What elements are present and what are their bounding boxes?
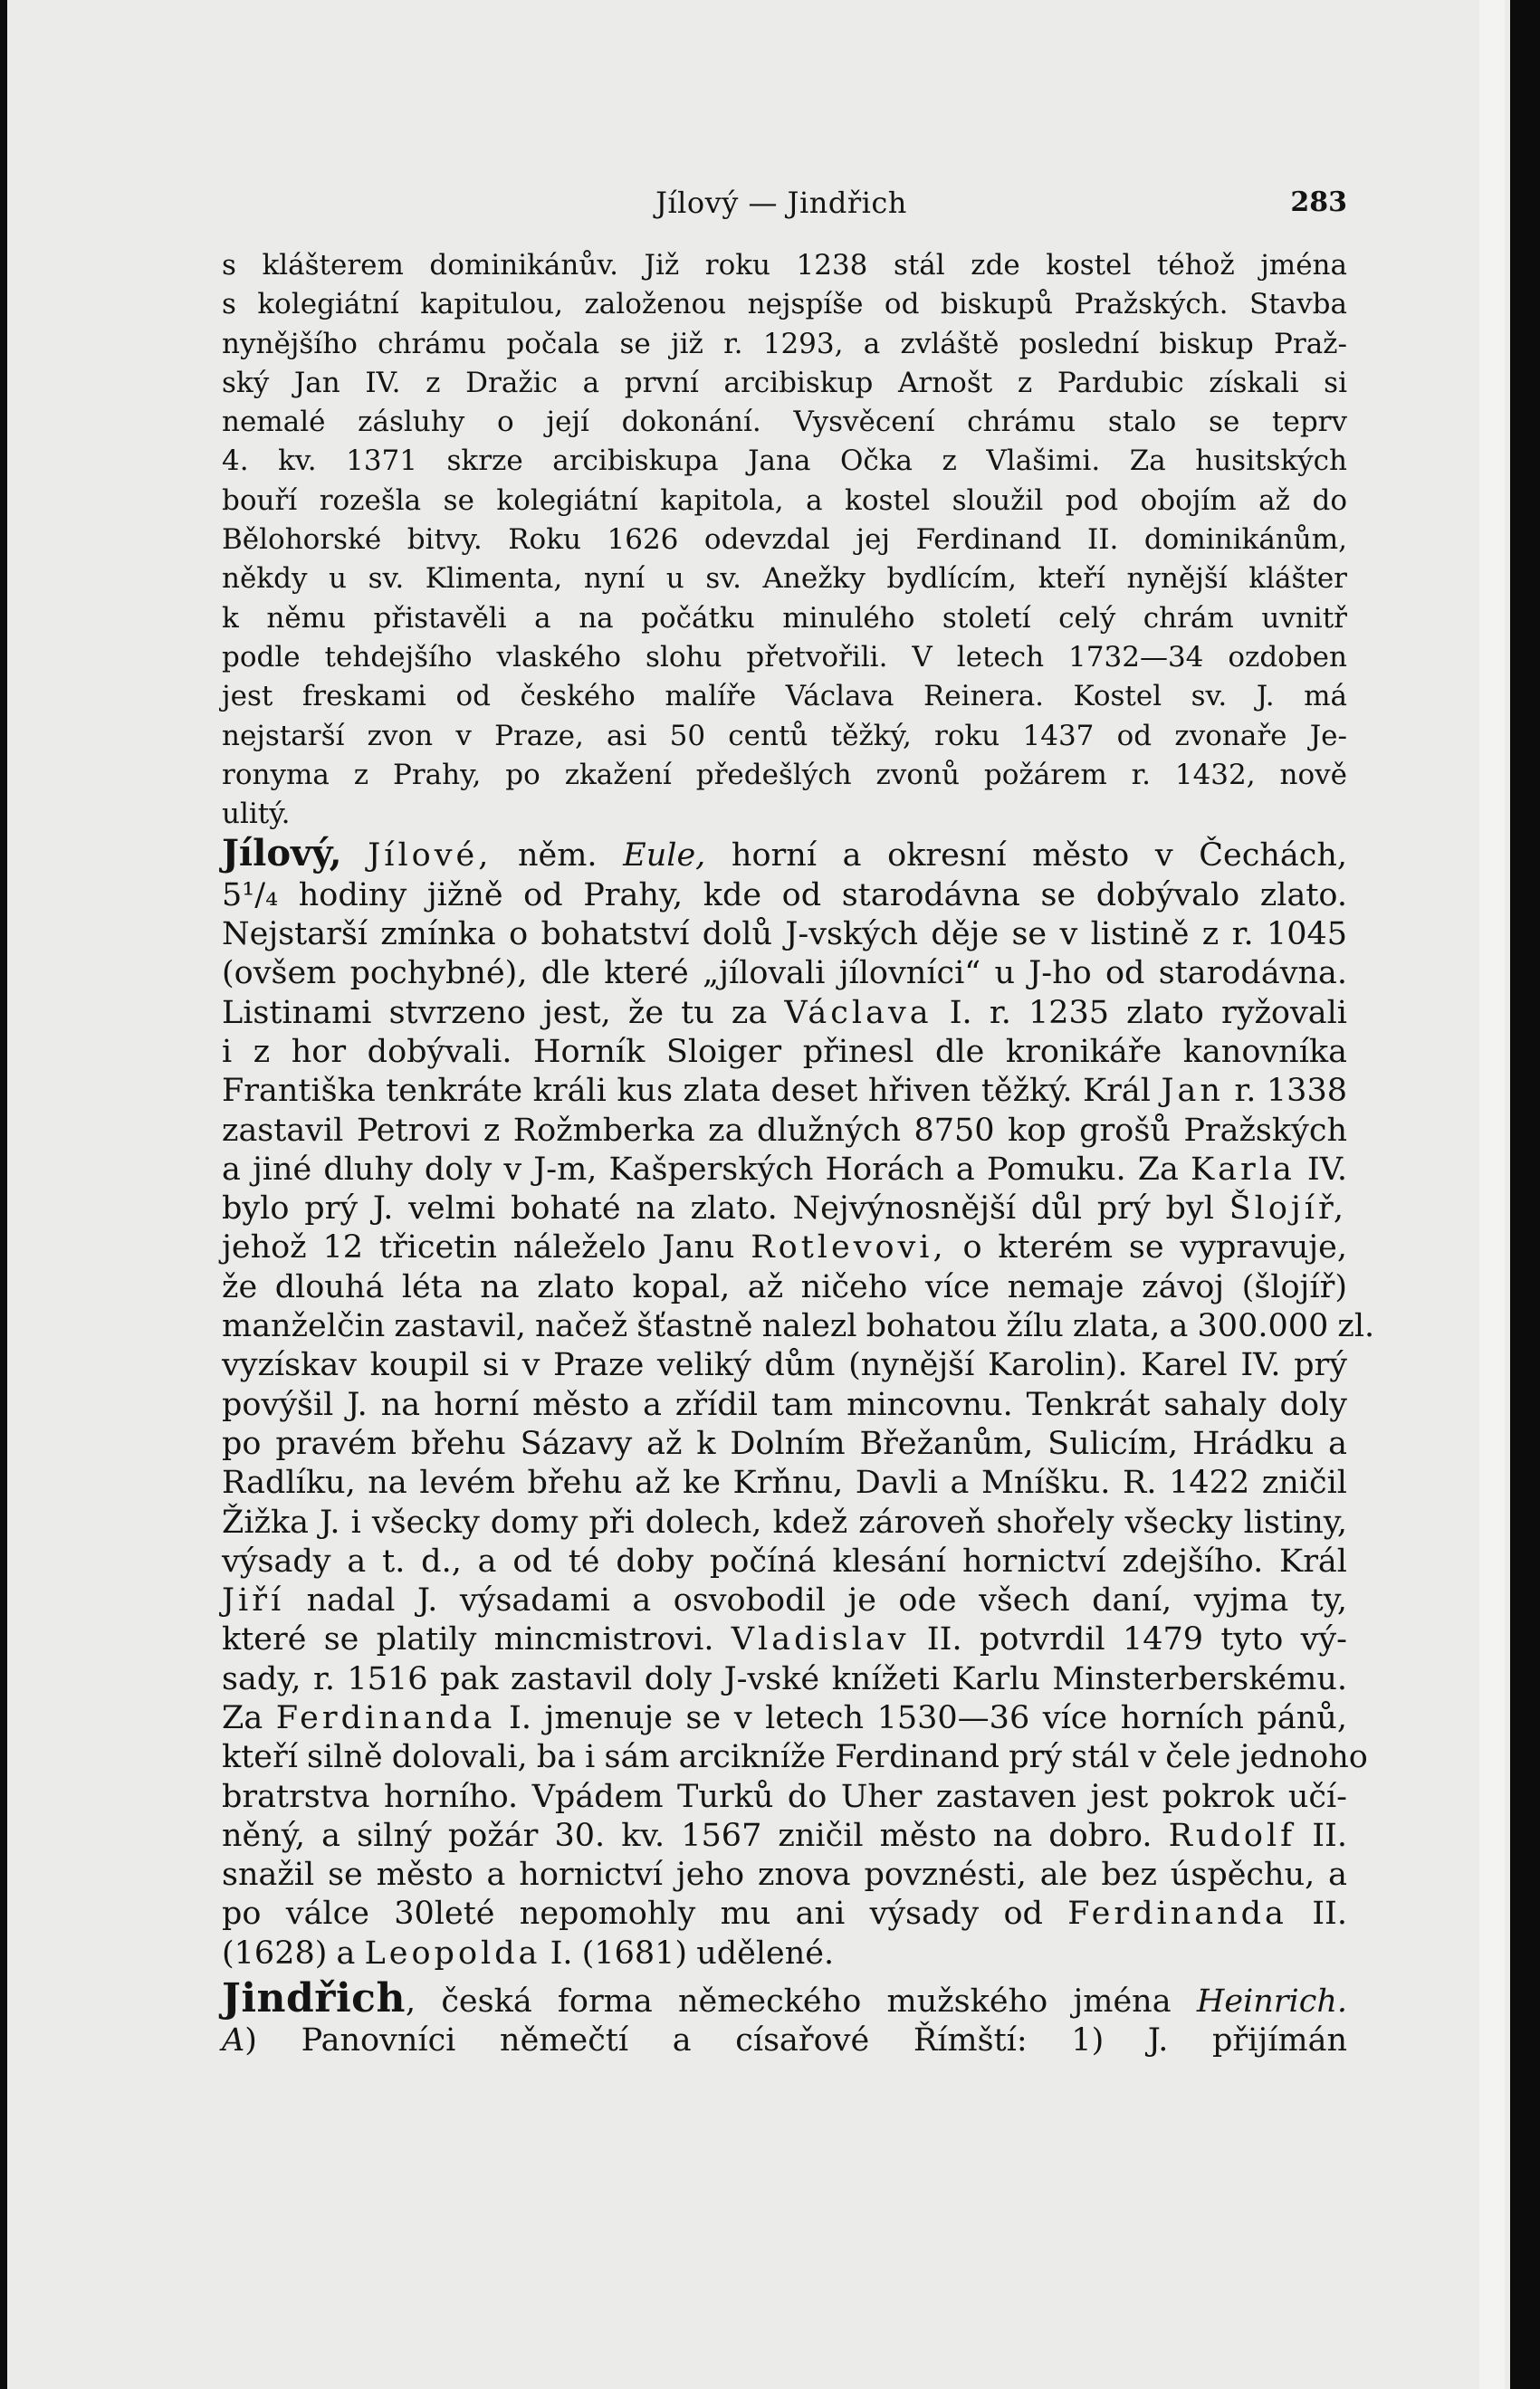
text-line: Žižka J. i všecky domy při dolech, kdež zároveň shořely všecky listiny, — [222, 1504, 1347, 1541]
text-line: Listinami stvrzeno jest, že tu za Václava I. r. 1235 zlato ryžovali — [222, 994, 1348, 1031]
text-line: manželčin zastavil, načež šťastně nalezl bohatou žílu zlata, a 300.000 zl. — [222, 1308, 1375, 1345]
text-line: ronyma z Prahy, po zkažení předešlých zvonů požárem r. 1432, nově — [222, 758, 1347, 791]
page-number: 283 — [1290, 186, 1347, 218]
text-line: něný, a silný požár 30. kv. 1567 zničil město na dobro. Rudolf II. — [222, 1817, 1347, 1854]
text-line: Jiří nadal J. výsadami a osvobodil je ode všech daní, vyjma ty, — [222, 1582, 1347, 1620]
headword-jilovy: Jílový, — [222, 832, 342, 875]
text-line: vyzískav koupil si v Praze veliký dům (nynější Karolin). Karel IV. prý — [222, 1347, 1347, 1384]
text-line: a jiné dluhy doly v J-m, Kašperských Horách a Pomuku. Za Karla IV. — [222, 1151, 1347, 1188]
variant-name: Jílové, — [368, 837, 493, 874]
book-page — [7, 0, 1510, 2389]
text-line: s klášterem dominikánův. Již roku 1238 stál zde kostel téhož jména — [222, 249, 1347, 282]
text-line: Radlíku, na levém břehu až ke Krňnu, Davli a Mníšku. R. 1422 zničil — [222, 1465, 1347, 1502]
text-line: bratrstva horního. Vpádem Turků do Uher zastaven jest pokrok učí- — [222, 1778, 1347, 1815]
text-line: výsady a t. d., a od té doby počíná klesání hornictví zdejšího. Král — [222, 1543, 1347, 1580]
headword-jindrich: Jindřich — [222, 1975, 406, 2022]
text-line: snažil se město a hornictví jeho znova povznésti, ale bez úspěchu, a — [222, 1857, 1347, 1894]
text-line: nemalé zásluhy o její dokonání. Vysvěcení chrámu stalo se teprv — [222, 406, 1347, 439]
running-head: Jílový — Jindřich — [655, 186, 907, 220]
text-line: kteří silně dolovali, ba i sám arcikníže Ferdinand prý stál v čele jednoho — [222, 1739, 1368, 1776]
text-line: (1628) a Leopolda I. (1681) udělené. — [222, 1935, 835, 1972]
text-line: někdy u sv. Klimenta, nyní u sv. Anežky bydlícím, kteří nynější klášter — [222, 562, 1347, 596]
text-line: Bělohorské bitvy. Roku 1626 odevzdal jej Ferdinand II. dominikánům, — [222, 523, 1347, 557]
page-header — [215, 181, 1347, 225]
german-name: Heinrich. — [1196, 1983, 1347, 2021]
text-line: k němu přistavěli a na počátku minulého století celý chrám uvnitř — [222, 601, 1347, 635]
text-line: jest freskami od českého malíře Václava Reinera. Kostel sv. J. má — [222, 680, 1347, 713]
text-line: sady, r. 1516 pak zastavil doly J-vské knížeti Karlu Minsterberskému. — [222, 1660, 1347, 1697]
text-line: nejstarší zvon v Praze, asi 50 centů těžký, roku 1437 od zvonaře Je- — [222, 719, 1347, 752]
text-line: i z hor dobývali. Horník Sloiger přinesl dle kronikáře kanovníka — [222, 1033, 1347, 1070]
text-line: podle tehdejšího vlaského slohu přetvořili. V letech 1732—34 ozdoben — [222, 640, 1347, 674]
text-line: které se platily mincmistrovi. Vladislav II. potvrdil 1479 tyto vý- — [222, 1621, 1347, 1658]
text-line: nynějšího chrámu počala se již r. 1293, a zvláště poslední biskup Praž- — [222, 327, 1347, 360]
body-text — [222, 246, 1375, 2061]
entry-jindrich-line: Jindřich, česká forma německého mužského jména Heinrich. — [222, 1975, 1347, 2022]
text-line: ulitý. — [222, 798, 291, 831]
text-line: (ovšem pochybné), dle které „jílovali jílovníci“ u J-ho od starodávna. — [222, 955, 1347, 992]
text-line: po pravém břehu Sázavy až k Dolním Břežanům, Sulicím, Hrádku a — [222, 1425, 1347, 1462]
page-edge — [1479, 0, 1505, 2389]
text-line: s kolegiátní kapitulou, založenou nejspíše od biskupů Pražských. Stavba — [222, 288, 1347, 321]
text-line: Františka tenkráte králi kus zlata deset hřiven těžký. Král Jan r. 1338 — [222, 1073, 1347, 1110]
text-line: bouří rozešla se kolegiátní kapitola, a kostel sloužil pod obojím až do — [222, 483, 1347, 517]
text-line: po válce 30leté nepomohly mu ani výsady od Ferdinanda II. — [222, 1896, 1347, 1933]
text-line: A) Panovníci němečtí a císařové Římští: 1) J. přijímán — [222, 2022, 1347, 2059]
text-line: Za Ferdinanda I. jmenuje se v letech 1530—36 více horních pánů, — [222, 1699, 1347, 1736]
text-line: Nejstarší zmínka o bohatství dolů J-vských děje se v listině z r. 1045 — [222, 916, 1347, 953]
text-line: že dlouhá léta na zlato kopal, až ničeho více nemaje závoj (šlojíř) — [222, 1268, 1347, 1305]
text-line: ský Jan IV. z Dražic a první arcibiskup Arnošt z Pardubic získali si — [222, 366, 1347, 399]
text-line: jehož 12 třicetin náleželo Janu Rotlevovi, o kterém se vypravuje, — [222, 1229, 1347, 1266]
text-line: 4. kv. 1371 skrze arcibiskupa Jana Očka z Vlašimi. Za husitských — [222, 444, 1347, 478]
text-line: povýšil J. na horní město a zřídil tam mincovnu. Tenkrát sahaly doly — [222, 1386, 1347, 1423]
text-line: 5¹/₄ hodiny jižně od Prahy, kde od starodávna se dobývalo zlato. — [222, 876, 1347, 913]
text-line: zastavil Petrovi z Rožmberka za dlužných 8750 kop grošů Pražských — [222, 1112, 1347, 1149]
german-name: Eule, — [623, 837, 706, 874]
entry-jilovy-line: Jílový, Jílové, něm. Eule, horní a okresní město v Čechách, — [222, 832, 1347, 875]
text-line: bylo prý J. velmi bohaté na zlato. Nejvýnosnější důl prý byl Šlojíř, — [222, 1190, 1347, 1228]
